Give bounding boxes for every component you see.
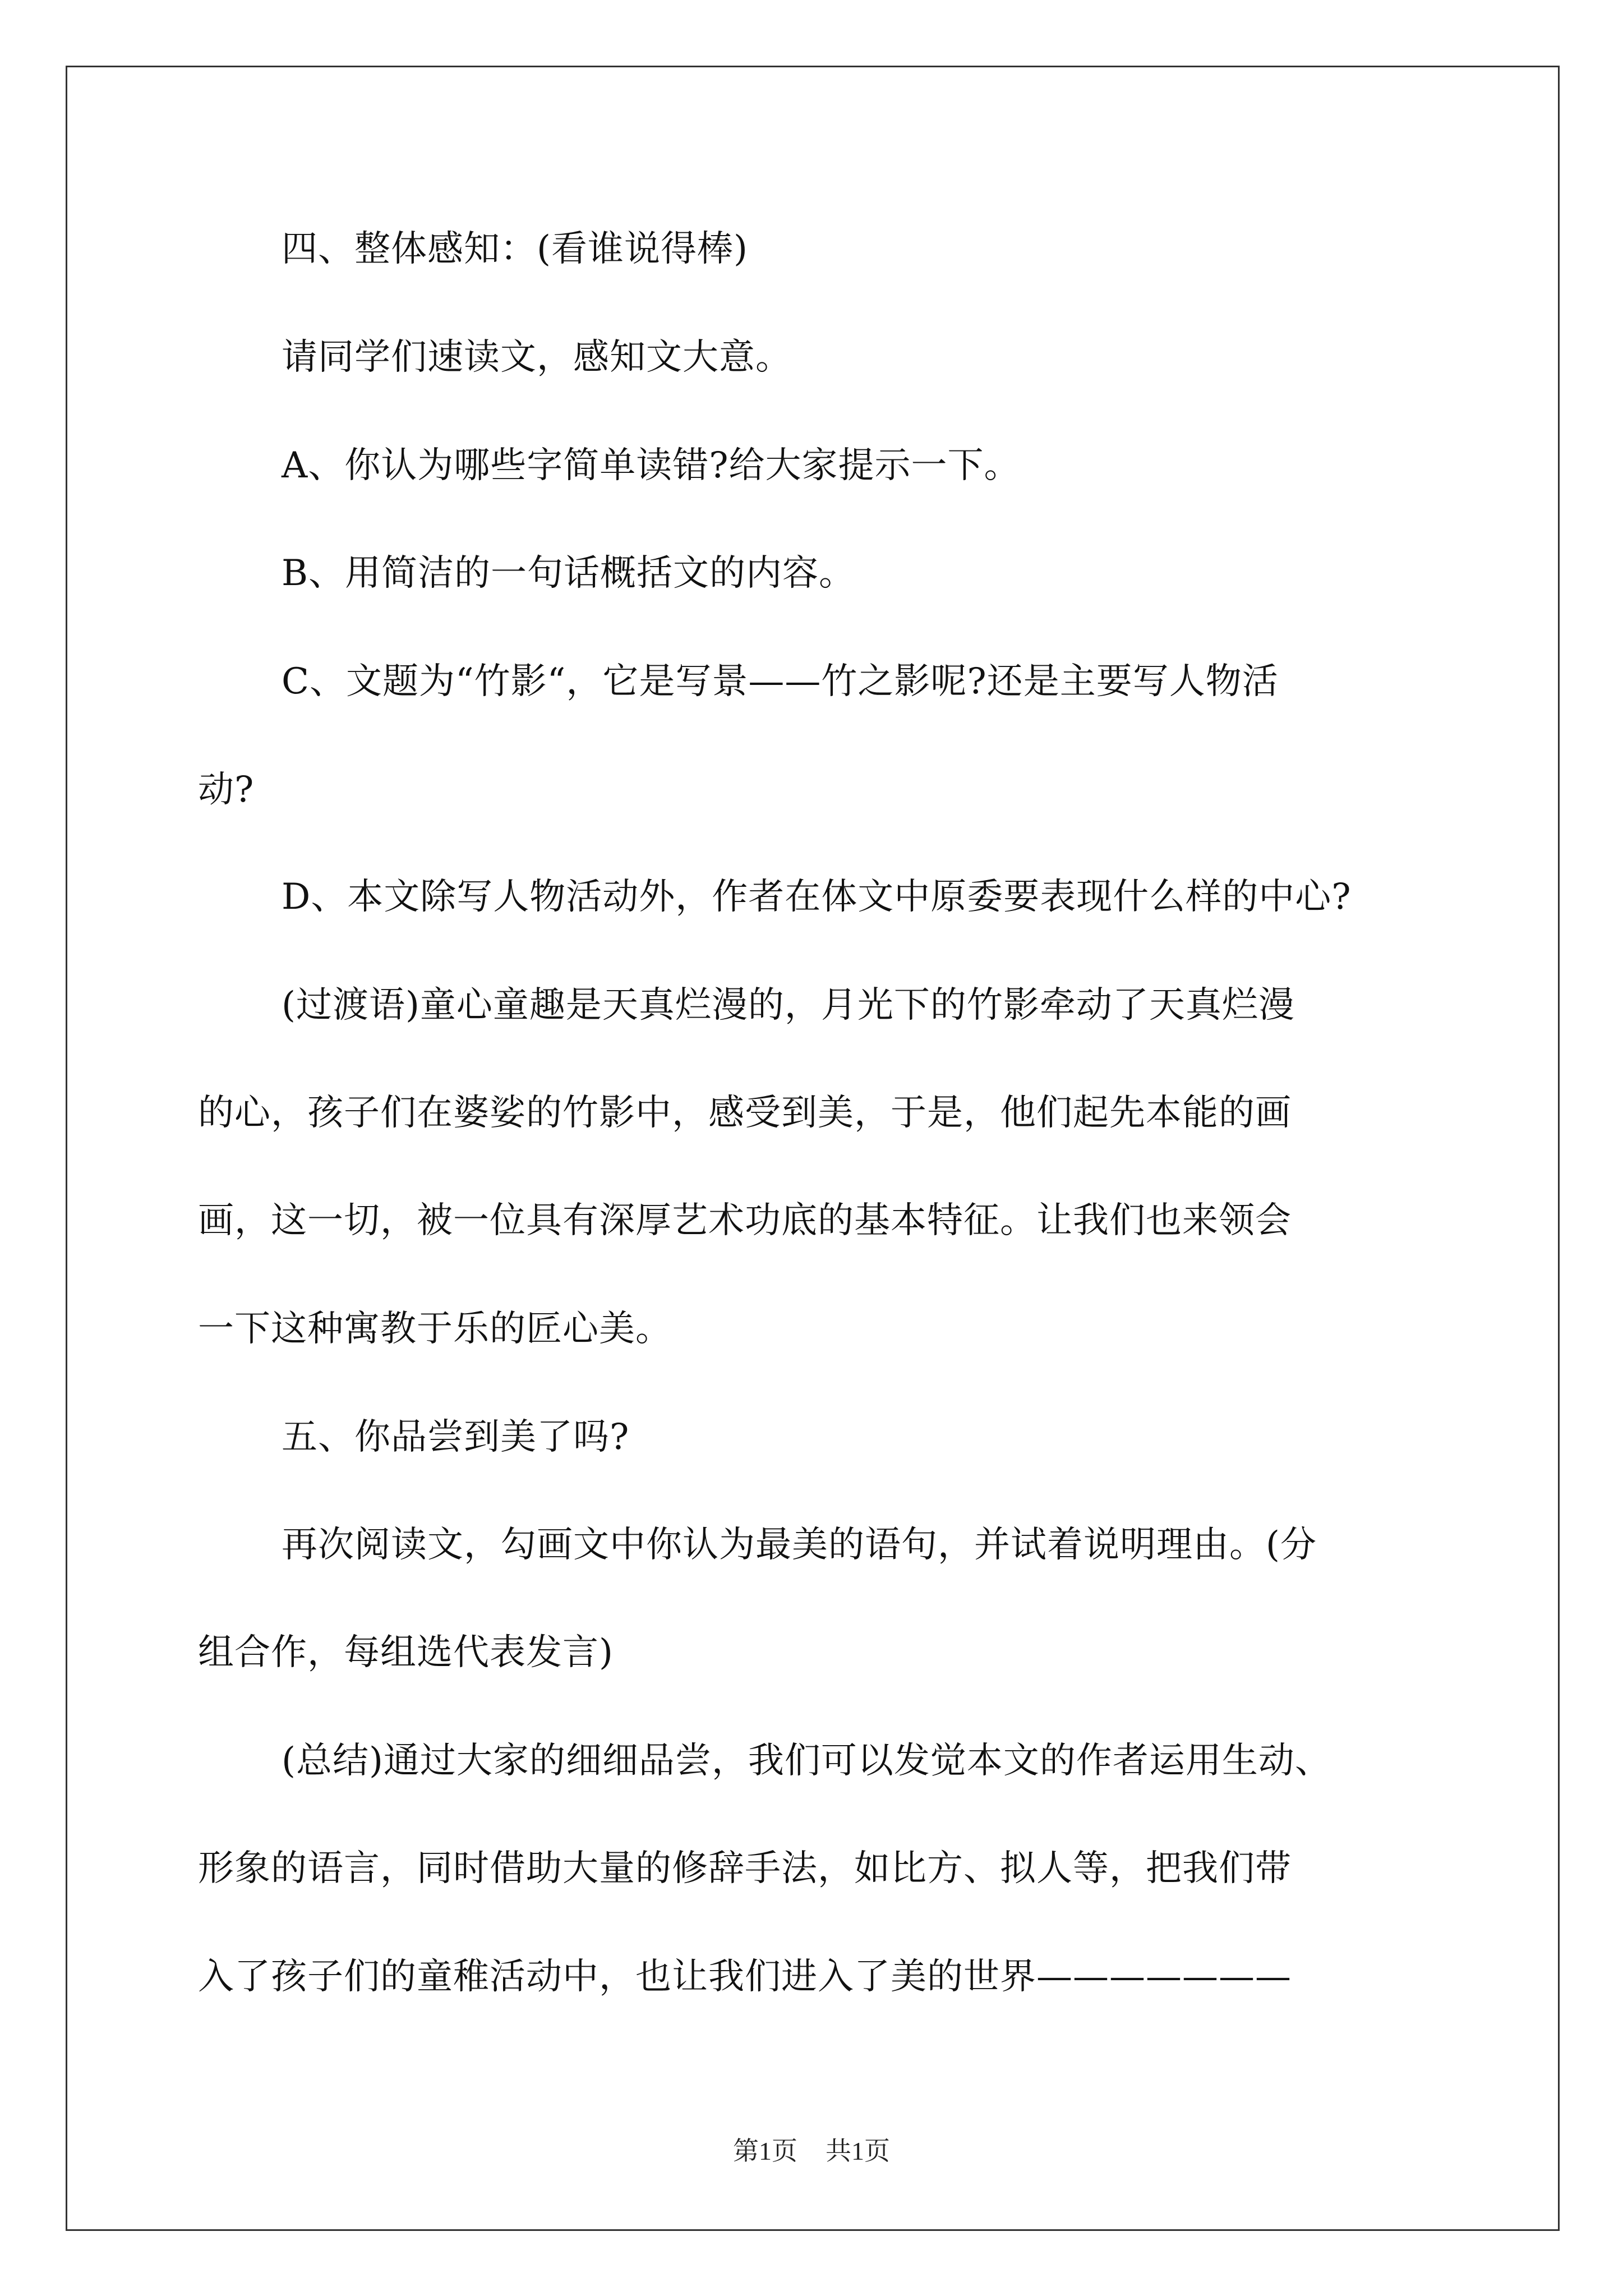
paragraph-line: 一下这种寓教于乐的匠心美。 xyxy=(198,1308,672,1350)
page-footer xyxy=(0,2138,1623,2164)
paragraph-line: 动? xyxy=(198,769,255,811)
paragraph-line: 入了孩子们的童稚活动中，也让我们进入了美的世界——————— xyxy=(198,1956,1292,1998)
paragraph-line: 形象的语言，同时借助大量的修辞手法，如比方、拟人等，把我们带 xyxy=(198,1848,1292,1889)
paragraph-line: A、你认为哪些字简单读错?给大家提示一下。 xyxy=(282,445,1021,486)
page-total: 共1页 xyxy=(826,2137,890,2165)
paragraph-line: (总结)通过大家的细细品尝，我们可以发觉本文的作者运用生动、 xyxy=(282,1740,1331,1782)
paragraph-line: C、文题为“竹影“，它是写景——竹之影呢?还是主要写人物活 xyxy=(282,661,1279,702)
paragraph-line: 再次阅读文，勾画文中你认为最美的语句，并试着说明理由。(分 xyxy=(282,1524,1317,1566)
paragraph-line: 画，这一切，被一位具有深厚艺术功底的基本特征。让我们也来领会 xyxy=(198,1200,1292,1241)
paragraph-line: 组合作，每组选代表发言) xyxy=(198,1632,614,1673)
page-frame xyxy=(66,66,1560,2231)
page-number: 第1页 xyxy=(733,2137,797,2165)
section-heading-4: 四、整体感知：(看谁说得棒) xyxy=(282,228,748,270)
paragraph-line: 的心，孩子们在婆娑的竹影中，感受到美，于是，他们起先本能的画 xyxy=(198,1092,1292,1134)
paragraph-line: 请同学们速读文，感知文大意。 xyxy=(282,337,792,378)
paragraph-line: B、用简洁的一句话概括文的内容。 xyxy=(282,553,856,594)
section-heading-5: 五、你品尝到美了吗? xyxy=(282,1416,630,1458)
paragraph-line: D、本文除写人物活动外，作者在体文中原委要表现什么样的中心? xyxy=(282,876,1352,918)
paragraph-line: (过渡语)童心童趣是天真烂漫的，月光下的竹影牵动了天真烂漫 xyxy=(282,984,1295,1026)
